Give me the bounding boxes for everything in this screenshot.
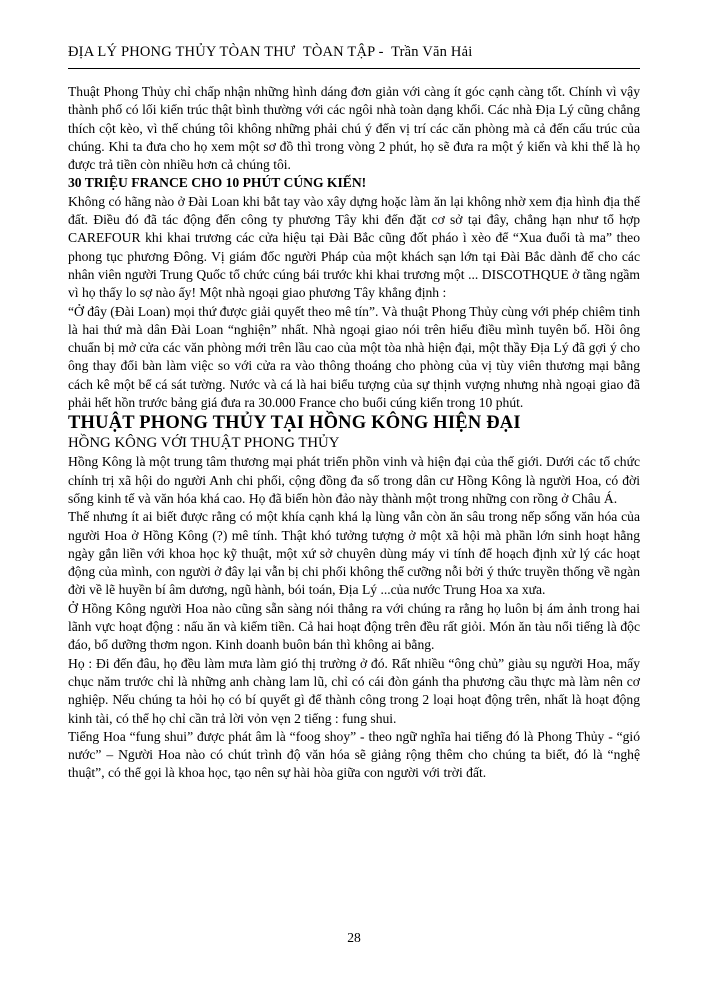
paragraph-diplomat-quote: “Ở đây (Đài Loan) mọi thứ được giải quyết theo mê tín”. Và thuật Phong Thủy cùng với phép chiêm tinh là hai thứ mà dân Đài Loan “nghiện” nhất. Nhà ngoại giao nói trên hiểu điều mình tuyên bố. Hồi ông chuẩn bị mở cửa các văn phòng mới trên lầu cao của một tòa nhà hiện đại, một thầy Địa Lý đã gợi ý cho ông thay đổi bàn làm việc so với cửa ra vào thông thoáng cho phòng của vị tùy viên thương mại bằng cách kê một bể cá sát tường. Nước và cá là hai biểu tượng của sự thịnh vượng nhưng nhà ngoại giao đã phải hết hồn trước bảng giá đưa ra 30.000 France cho buổi cúng kiến trong 10 phút. — [68, 303, 640, 411]
paragraph-taiwan-intro: Thuật Phong Thủy chỉ chấp nhận những hình dáng đơn giản với càng ít góc cạnh càng tốt. Chính vì vậy thành phố có lối kiến trúc thật bình thường với các ngôi nhà toàn dạng khối. Các nhà Địa Lý cũng chẳng thích cột kèo, vì thế chúng tôi không những phải chú ý đến vị trí các căn phòng mà cả đến cấu trúc của chúng. Khi ta đưa cho họ xem một sơ đồ thì trong vòng 2 phút, họ sẽ đưa ra một ý kiến và khi thế là họ được trả tiền còn nhiều hơn cả chúng tôi. — [68, 84, 640, 173]
paragraph-hong-kong-intro: Hồng Kông là một trung tâm thương mại phát triển phồn vinh và hiện đại của thế giới. Dưới các tổ chức chính trị xã hội do người Anh chi phối, cộng đồng đa số trong dân cư Hồng Kông là người Hoa, có đời sống kinh tế và văn hóa khá cao. Họ đã biến hòn đảo này thành một trong những con rồng ở Châu Á. — [68, 454, 640, 506]
paragraph-superstition: Thế nhưng ít ai biết được rằng có một khía cạnh khá lạ lùng vẫn còn ăn sâu trong nếp sống văn hóa của người Hoa ở Hồng Kông (?) mê tính. Thật khó tưởng tượng ở một xã hội mà phần lớn sinh hoạt hằng ngày gắn liền với khoa học kỹ thuật, một xứ sở chuyên dùng máy vi tính để hoạch định xử lý các hoạt động của mình, con người ở đây lại vẫn bị chi phối không thể cưỡng nỗi bởi ý thức truyền thống về ngàn đời về lẽ huyền bí âm dương, ngũ hành, bói toán, Địa Lý ...của nước Trung Hoa xa xưa. — [68, 509, 640, 598]
page-number: 28 — [347, 930, 361, 945]
page-body — [68, 83, 640, 783]
header-divider-rule — [68, 68, 640, 69]
paragraph-taiwan-companies: Không có hãng nào ở Đài Loan khi bắt tay vào xây dựng hoặc làm ăn lại không nhờ xem địa hình địa thế đất. Điều đó đã tác động đến công ty phương Tây khi đến đặt cơ sở tại đây, chẳng hạn như tổ hợp CAREFOUR khi khai trương các cửa hiệu tại Đài Bắc cũng đốt pháo ì xèo để “Xua đuổi tà ma” theo phong tục phương Đông. Vị giám đốc người Pháp của một khách sạn lớn tại Đài Bắc dành để cho các nhân viên người Trung Quốc tổ chức cúng bái trước khi khai trương một ... DISCOTHQUE ở tầng ngầm vì họ thấy lo sợ nào ấy! Một nhà ngoại giao phương Tây khẳng định : — [68, 193, 640, 301]
paragraph-business-success: Họ : Đi đến đâu, họ đều làm mưa làm gió thị trường ở đó. Rất nhiều “ông chủ” giàu sụ người Hoa, mấy chục năm trước chỉ là những anh chàng lam lũ, chỉ có cái đòn gánh tha phương cầu thực mà làm nên cơ nghiệp. Nếu chúng ta hỏi họ có bí quyết gì để thành công trong 2 loại hoạt động trên, nhất là hoạt động kinh tài, có thể họ chỉ cần trả lời vỏn vẹn 2 tiếng : fung shui. — [68, 655, 640, 726]
book-title-header: ĐỊA LÝ PHONG THỦY TÒAN THƯ TÒAN TẬP - Trần Văn Hải — [68, 44, 473, 60]
paragraph-fung-shui-meaning: Tiếng Hoa “fung shui” được phát âm là “foog shoy” - theo ngữ nghĩa hai tiếng đó là Phong Thủy - “gió nước” – Người Hoa nào có chút trình độ văn hóa sẽ giảng rộng thêm cho chúng ta biết, đó là “nghệ thuật”, có thể gọi là khoa học, tạo nên sự hài hòa giữa con người với trời đất. — [68, 728, 640, 781]
paragraph-cooking-money: Ở Hồng Kông người Hoa nào cũng sẵn sàng nói thẳng ra với chúng ra rằng họ luôn bị ám ảnh trong hai lãnh vực hoạt động : nấu ăn và kiếm tiền. Cả hai hoạt động trên đều rất giỏi. Món ăn tàu nổi tiếng là độc đáo, bổ dưỡng thơm ngon. Kinh doanh buôn bán thì không ai bằng. — [68, 600, 640, 653]
section-subheading-hong-kong: HỒNG KÔNG VỚI THUẬT PHONG THỦY — [68, 435, 340, 452]
section-heading-30-trieu-france: 30 TRIỆU FRANCE CHO 10 PHÚT CÚNG KIẾN! — [68, 175, 367, 191]
chapter-heading-hong-kong: THUẬT PHONG THỦY TẠI HỒNG KÔNG HIỆN ĐẠI — [68, 413, 521, 434]
page-header — [68, 44, 640, 69]
